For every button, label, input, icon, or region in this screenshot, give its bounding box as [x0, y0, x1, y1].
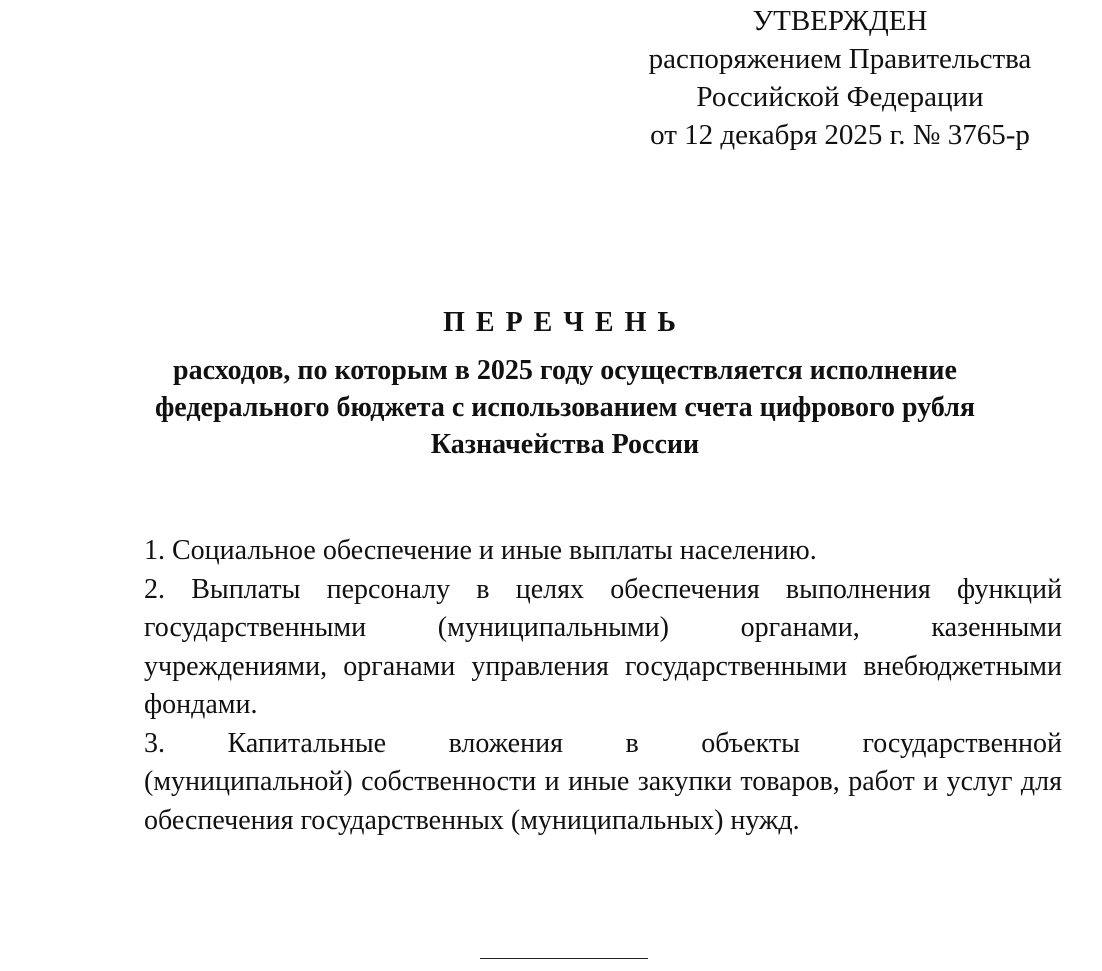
approval-status: УТВЕРЖДЕН [752, 5, 928, 37]
list-item-line: (муниципальной) собственности и иные закупки товаров, работ и услуг для [144, 766, 1062, 797]
approval-line-3: от 12 декабря 2025 г. № 3765-р [650, 119, 1030, 151]
footer-divider [480, 958, 648, 959]
subtitle-line-3: Казначейства России [430, 429, 700, 460]
approval-line-1: распоряжением Правительства [648, 43, 1032, 75]
expense-list [64, 532, 1062, 840]
list-item [64, 532, 1062, 571]
list-item-line: 3. Капитальные вложения в объекты государственной [144, 727, 1062, 759]
list-item-line: учреждениями, органами управления государственными внебюджетными [144, 650, 1062, 682]
subtitle-line-2: федерального бюджета с использованием счета цифрового рубля [154, 392, 976, 423]
approval-line-2: Российской Федерации [696, 81, 984, 113]
list-item-line: обеспечения государственных (муниципальных) нужд. [144, 804, 800, 836]
list-item-line: 1. Социальное обеспечение и иные выплаты населению. [144, 535, 817, 566]
list-item [64, 571, 1062, 725]
document-subtitle [60, 352, 1070, 463]
list-item-line: 2. Выплаты персоналу в целях обеспечения выполнения функций [144, 573, 1062, 605]
list-item [64, 725, 1062, 841]
subtitle-line-1: расходов, по которым в 2025 году осуществляется исполнение [173, 355, 957, 386]
list-item-line: фондами. [144, 689, 258, 720]
approval-block [620, 2, 1060, 154]
list-item-line: государственными (муниципальными) органами, казенными [144, 612, 1062, 643]
document-title: ПЕРЕЧЕНЬ [443, 307, 687, 338]
